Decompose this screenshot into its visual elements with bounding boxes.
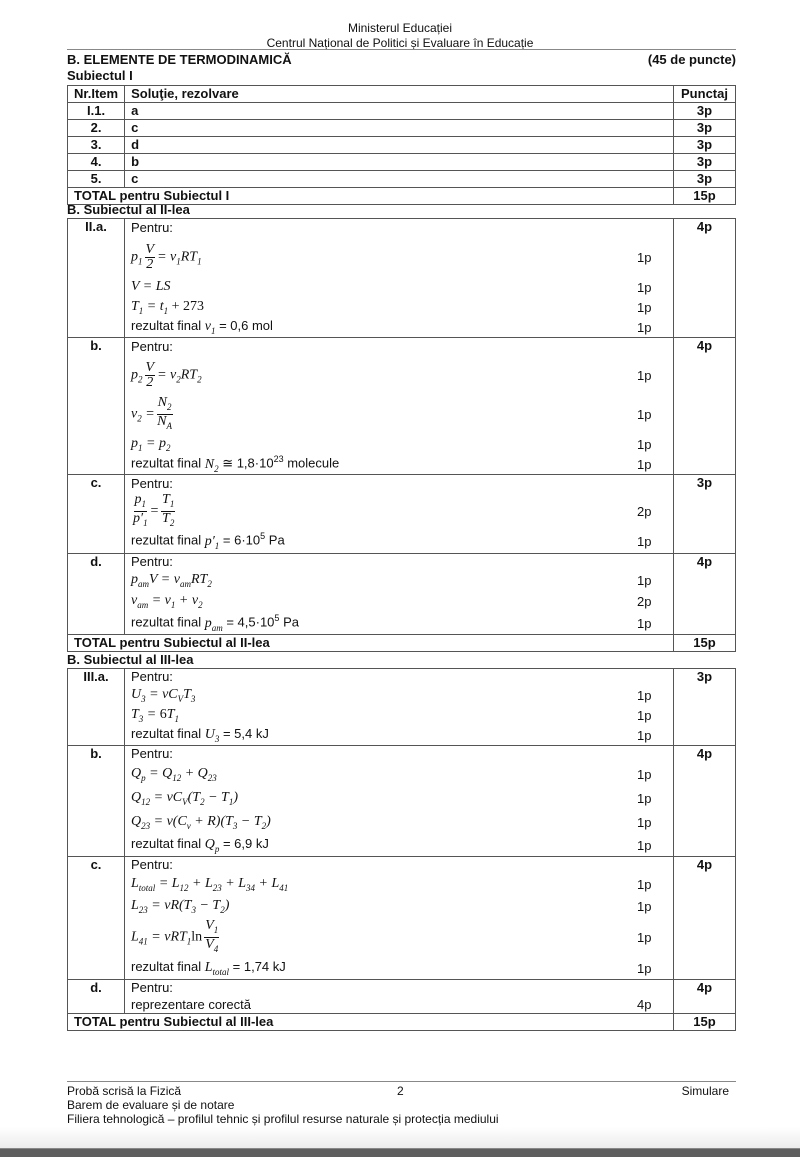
step-points: 1p (637, 299, 652, 315)
item-row (68, 746, 736, 857)
answer: c (125, 120, 674, 137)
step: $Q_{12} = \nu C_V(T_2 - T_1)$ 1p (131, 786, 667, 810)
solution-cell (125, 669, 674, 746)
step-points: 1p (637, 876, 652, 892)
final-result: = 0,6 mol (219, 318, 273, 334)
item-row (68, 219, 736, 338)
step: V = LS 1p (131, 277, 667, 297)
footer-barem: Barem de evaluare și de notare (67, 1098, 235, 1112)
subject-2-title: B. Subiectul al II-lea (67, 202, 190, 217)
item-number: 2. (68, 120, 125, 137)
step: $\frac{p_1}{p'_1}$ = $\frac{T_1}{T_2}$ 2p (131, 493, 667, 529)
subject-1-table (67, 85, 736, 205)
pentru-label: Pentru: (131, 669, 173, 684)
step: $L_{total} = L_{12} + L_{23} + L_{34} + L_{41}$ 1p (131, 873, 667, 895)
item-row (68, 475, 736, 554)
subject-3-table (67, 668, 736, 1031)
item-points: 4p (674, 746, 736, 857)
item-number: b. (68, 338, 125, 475)
solution-cell (125, 857, 674, 980)
step-points: 1p (637, 960, 652, 976)
table-row (68, 103, 736, 120)
total-label: TOTAL pentru Subiectul I (68, 188, 674, 205)
exponent: 23 (273, 454, 284, 465)
item-number: b. (68, 746, 125, 857)
step: $\nu_2$ = $\frac{N_2}{N_A}$ 1p (131, 394, 667, 434)
final-label: rezultat final (131, 532, 202, 548)
answer: d (125, 137, 674, 154)
final-label: rezultat final (131, 614, 202, 630)
final-result: = 1,74 kJ (232, 959, 286, 975)
col-header-points: Punctaj (674, 86, 736, 103)
step-text: reprezentare corectă (131, 997, 251, 1012)
total-label: TOTAL pentru Subiectul al II-lea (68, 635, 674, 652)
item-row (68, 669, 736, 746)
step: rezultat final $Q_p = 6,9$ kJ 1p (131, 834, 667, 856)
final-label: rezultat final (131, 836, 202, 852)
item-number: 5. (68, 171, 125, 188)
item-row (68, 857, 736, 980)
step-points: 1p (637, 615, 652, 631)
step-points: 1p (637, 687, 652, 703)
subject-2-table (67, 218, 736, 652)
step: rezultat final $p'_1 = 6\cdot 10^5$ Pa 1p (131, 529, 667, 553)
step-points: 1p (637, 790, 652, 806)
final-result: ≅ 1,8·10 (222, 455, 274, 471)
step: $T_3 = 6T_1$ 1p (131, 705, 667, 725)
answer: c (125, 171, 674, 188)
pentru-label: Pentru: (131, 554, 173, 569)
col-header-item: Nr.Item (68, 86, 125, 103)
item-points: 4p (674, 857, 736, 980)
step-points: 1p (637, 533, 652, 549)
step-points: 2p (637, 503, 652, 519)
final-result: = 6,9 kJ (222, 836, 269, 852)
points: 3p (674, 137, 736, 154)
step: $U_3 = \nu C_VT_3$ 1p (131, 685, 667, 705)
answer: b (125, 154, 674, 171)
total-row (68, 635, 736, 652)
table-header-row (68, 86, 736, 103)
step: $L_{23} = \nu R(T_3 - T_2)$ 1p (131, 895, 667, 917)
header-center: Centrul Național de Politici și Evaluare în Educație (266, 36, 534, 50)
step: $p_2$ $\frac{V}{2}$ = $\nu_2RT_2$ 1p (131, 356, 667, 394)
footer-page-number: 2 (397, 1084, 404, 1098)
col-header-solution: Soluţie, rezolvare (125, 86, 674, 103)
solution-cell (125, 980, 674, 1014)
step-points: 1p (637, 727, 652, 743)
final-label: rezultat final (131, 959, 202, 975)
item-points: 3p (674, 669, 736, 746)
item-number: c. (68, 857, 125, 980)
item-points: 4p (674, 338, 736, 475)
item-row (68, 338, 736, 475)
step: $\nu_{am} = \nu_1 + \nu_2$ 2p (131, 590, 667, 612)
step: $p_1$ $\frac{V}{2}$ = $\nu_1RT_1$ 1p (131, 237, 667, 277)
final-label: rezultat final (131, 455, 202, 471)
header-ministry: Ministerul Educației (347, 21, 453, 35)
step-points: 1p (637, 249, 652, 265)
step-points: 1p (637, 898, 652, 914)
step-points: 1p (637, 814, 652, 830)
table-row (68, 154, 736, 171)
step: $Q_p = Q_{12} + Q_{23}$ 1p (131, 762, 667, 786)
total-points: 15p (674, 188, 736, 205)
step-points: 1p (637, 707, 652, 723)
step-points: 1p (637, 367, 652, 383)
step: rezultat final $p_{am} = 4,5\cdot 10^5$ Pa 1p (131, 612, 667, 634)
unit: Pa (268, 532, 285, 548)
item-number: 4. (68, 154, 125, 171)
step-points: 1p (637, 766, 652, 782)
item-number: III.a. (68, 669, 125, 746)
answer: a (125, 103, 674, 120)
points: 3p (674, 103, 736, 120)
points: 3p (674, 154, 736, 171)
step: rezultat final $N_2$ ≅ $1,8\cdot 10^{23}$ molecule 1p (131, 454, 667, 474)
step-points: 1p (637, 279, 652, 295)
table-row (68, 171, 736, 188)
step: rezultat final $\nu_1 = 0,6$ mol 1p (131, 317, 667, 337)
step-points: 1p (637, 436, 652, 452)
item-points: 4p (674, 980, 736, 1014)
item-number: d. (68, 554, 125, 635)
step-points: 1p (637, 456, 652, 472)
step-points: 4p (637, 997, 652, 1012)
step-points: 1p (637, 837, 652, 853)
total-points: 15p (674, 1014, 736, 1031)
item-points: 4p (674, 219, 736, 338)
footer-exam: Probă scrisă la Fizică (67, 1084, 182, 1098)
final-label: rezultat final (131, 726, 202, 742)
section-points: (45 de puncte) (647, 52, 736, 67)
final-result: = 4,5·10 (226, 614, 275, 630)
step: rezultat final $L_{total} = 1,74$ kJ 1p (131, 957, 667, 979)
footer-simulation: Simulare (681, 1084, 729, 1098)
step-points: 1p (637, 406, 652, 422)
exponent: 5 (274, 613, 280, 624)
table-row (68, 120, 736, 137)
solution-cell (125, 746, 674, 857)
total-label: TOTAL pentru Subiectul al III-lea (68, 1014, 674, 1031)
step: $T_1 = t_1 + 273$ 1p (131, 297, 667, 317)
step-points: 2p (637, 593, 652, 609)
step: rezultat final $U_3 = 5,4$ kJ 1p (131, 725, 667, 745)
footer-divider (67, 1081, 736, 1082)
pentru-label: Pentru: (131, 980, 173, 995)
header-divider (67, 49, 736, 50)
solution-cell (125, 219, 674, 338)
step-points: 1p (637, 572, 652, 588)
step: $Q_{23} = \nu(C_v + R)(T_3 - T_2)$ 1p (131, 810, 667, 834)
final-label: rezultat final (131, 318, 202, 334)
step: $p_{am}V = \nu_{am}RT_2$ 1p (131, 570, 667, 590)
footer-track: Filiera tehnologică – profilul tehnic și profilul resurse naturale și protecția mediului (67, 1112, 499, 1126)
solution-cell (125, 475, 674, 554)
exponent: 5 (260, 531, 266, 542)
points: 3p (674, 171, 736, 188)
total-points: 15p (674, 635, 736, 652)
item-number: 3. (68, 137, 125, 154)
item-row (68, 554, 736, 635)
item-number: c. (68, 475, 125, 554)
table-row (68, 137, 736, 154)
step: $p_1 = p_2$ 1p (131, 434, 667, 454)
pentru-label: Pentru: (131, 476, 173, 491)
final-result: = 5,4 kJ (222, 726, 269, 742)
step-points: 1p (637, 929, 652, 945)
item-points: 3p (674, 475, 736, 554)
pentru-label: Pentru: (131, 220, 173, 235)
step-points: 1p (637, 319, 652, 335)
unit: Pa (283, 614, 299, 630)
viewer-bottom-bar (0, 1127, 800, 1157)
item-number: II.a. (68, 219, 125, 338)
solution-cell (125, 338, 674, 475)
item-points: 4p (674, 554, 736, 635)
item-number: d. (68, 980, 125, 1014)
step: $L_{41} = \nu RT_1\ln$ $\frac{V_1}{V_4}$ 1p (131, 917, 667, 957)
pentru-label: Pentru: (131, 857, 173, 872)
total-row (68, 1014, 736, 1031)
pentru-label: Pentru: (131, 746, 173, 761)
final-result: = 6·10 (222, 532, 261, 548)
item-row (68, 980, 736, 1014)
subject-1-title: Subiectul I (67, 68, 133, 83)
points: 3p (674, 120, 736, 137)
solution-cell (125, 554, 674, 635)
unit: molecule (287, 455, 340, 471)
pentru-label: Pentru: (131, 339, 173, 354)
step (131, 996, 667, 1013)
section-title: B. ELEMENTE DE TERMODINAMICĂ (67, 52, 292, 67)
item-number: I.1. (68, 103, 125, 120)
subject-3-title: B. Subiectul al III-lea (67, 652, 194, 667)
